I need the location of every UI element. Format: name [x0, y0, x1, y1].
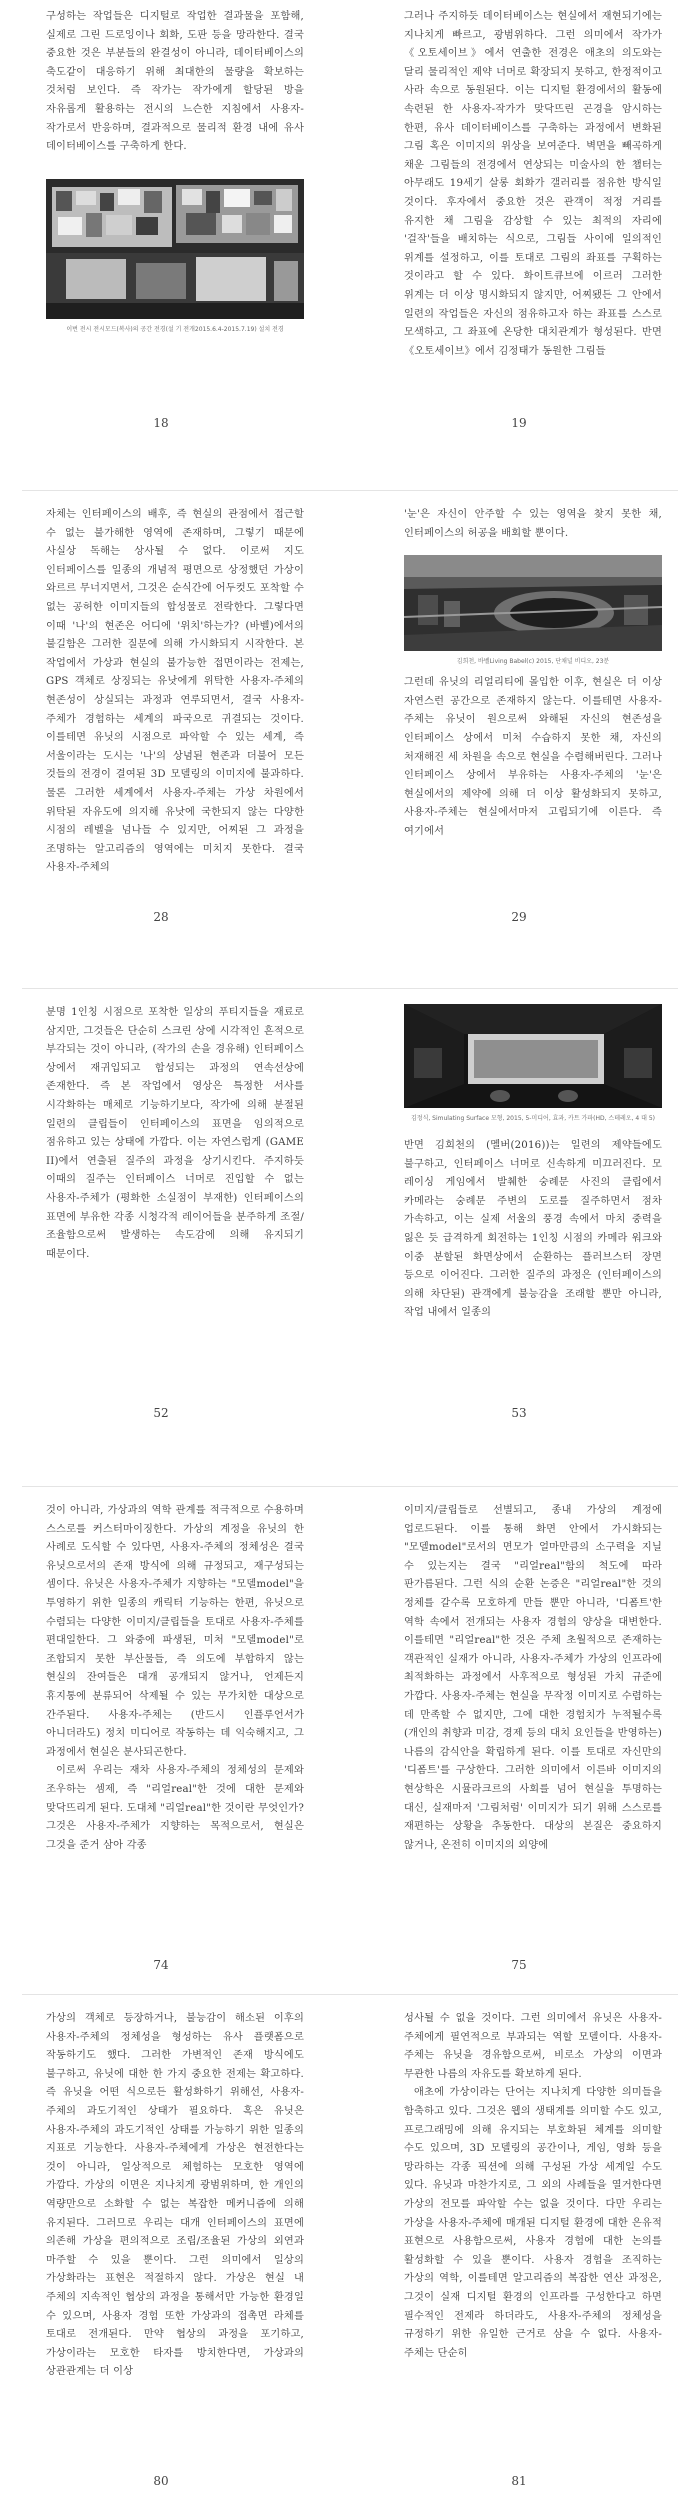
installation-caption: 김정식, Simulating Surface 모형, 2015, 5-미디어, 효과, 카트 가파(HD, 스테레오, 4 대 5) — [410, 1115, 656, 1122]
page-number-29: 29 — [511, 910, 527, 924]
render-caption: 김희천, 바벨Living Babel(c) 2015, 단채널 비디오, 23분 — [456, 658, 610, 666]
spread-3 — [0, 996, 700, 1486]
page-29-paragraph-2: 그런데 유닛의 리얼리티에 몰입한 이후, 현실은 더 이상 자연스런 공간으로 존재하지 않는다. 이를테면 사용자-주체는 유닛이 원으로써 와해된 자신의 현존성을 인터페이스 상에서 미처 수습하지 못한 채, 자신의 처재해진 세 차원을 속으로 현실을 수렴해버린다. 그러나 인터페이스 상에서 부유하는 사용자-주체의 '눈'은 현실에서의 제약에 의해 더 이상 활성화되지 못하고, 사용자-주체는 현실에서마저 고립되기에 이른다. 즉 여기에서 — [404, 677, 662, 837]
page-18-paragraph: 구성하는 작업들은 디지털로 작업한 결과물을 포함해, 실제로 그린 드로잉이나 회화, 도판 등을 망라한다. 결국 중요한 것은 부분들의 완결성이 아니라, 데이터베이스의 축도같이 대응하기 위해 최대한의 물량을 확보하는 것처럼 보인다. 즉 작가는 작가에게 할당된 방을 자유롭게 활용하는 전시의 느슨한 지침에서 사용자-작가로서 반응하며, 결과적으로 물리적 환경 내에 유사 데이터베이스를 구축하게 한다. — [46, 11, 304, 153]
page-74 — [46, 1502, 304, 1855]
page-80-body — [46, 2010, 304, 2382]
page-74-body — [46, 1502, 304, 1855]
page-75 — [404, 1502, 662, 1855]
page-53-paragraph: 반면 김희천의 (멜버(2016))는 일련의 제약들에도 불구하고, 인터페이스 너머로 신속하게 미끄러진다. 모 레이싱 게임에서 발췌한 숭례문 사진의 클립에서 카메라는 숭례문 주변의 도로를 질주하면서 점차 가속하고, 이는 실제 서울의 풍경 속에서 마치 중력을 잃은 듯 급격하게 회전하는 1인칭 시점의 카메라 워크와 이중 분할된 화면상에서 순환하는 플러브스터 장면 등으로 이어진다. 그러한 질주의 과정은 (인터페이스의 의해 차단된) 관객에게 불능감을 조래할 뿐만 아니라, 작업 내에서 일종의 — [404, 1140, 662, 1319]
page-number-53: 53 — [511, 1406, 527, 1420]
aerial-city-render — [404, 555, 662, 651]
page-81-body — [404, 2010, 662, 2363]
page-29-paragraph-1: '눈'은 자신이 안주할 수 있는 영역을 찾지 못한 채, 인터페이스의 허공을 배회할 뿐이다. — [404, 509, 662, 539]
page-81-paragraph-1: 성사될 수 없을 것이다. 그런 의미에서 유닛은 사용자-주체에게 필연적으로 부과되는 역할 모델이다. 사용자-주체는 유닛을 경유함으로써, 비로소 가상의 이면과 무관한 나름의 자유도를 확보하게 된다. — [404, 2013, 662, 2080]
page-number-80: 80 — [153, 2474, 169, 2488]
page-81 — [404, 2010, 662, 2363]
spread-5 — [0, 2002, 700, 2499]
spread-2 — [0, 498, 700, 988]
spread-1 — [0, 0, 700, 490]
spread-4 — [0, 1494, 700, 1994]
page-53-body — [404, 1137, 662, 1323]
page-number-28: 28 — [153, 910, 169, 924]
spread-divider — [22, 490, 678, 491]
photo-caption: 이번 전시 전시모드(복사)의 공간 전경(설 기 전개2015.6.4-2015.7.19) 설치 전경 — [66, 325, 284, 333]
page-52 — [46, 1004, 304, 1264]
spread-divider — [22, 988, 678, 989]
page-18-body — [46, 8, 304, 157]
installation-photo — [404, 1004, 662, 1108]
page-28-body — [46, 506, 304, 878]
page-number-19: 19 — [511, 416, 527, 430]
page-18 — [46, 8, 304, 334]
page-number-81: 81 — [511, 2474, 527, 2488]
page-number-18: 18 — [153, 416, 169, 430]
exhibition-photo — [46, 179, 304, 319]
page-75-paragraph: 이미지/클립들로 선별되고, 종내 가상의 계정에 업로드된다. 이를 통해 화면 안에서 가시화되는 "모델model"로서의 면모가 얼마만큼의 소구력을 지닐 수 있는지는 결국 "리얼real"함의 척도에 따라 판가름된다. 그런 식의 순환 논증은 "리얼real"한 것의 정체를 갈수록 모호하게 만들 뿐만 아니라, '디폼트'한 역학 속에서 전개되는 사용자 경험의 양상을 대변한다. 이를테면 "리얼real"한 것은 주체 초월적으로 존재하는 객관적인 실재가 아니라, 사용자-주체가 가상의 인프라에 최적화하는 과정에서 사후적으로 형성된 가치 규준에 가깝다. 사용자-주체는 현실을 무작정 이미지로 수렴하는 데 만족할 수 없지만, 그에 대한 경험치가 누적될수록 (개인의 취향과 미감, 경제 등의 대치 요인들을 반영하는) 나름의 감식안을 확립하게 된다. 이를 토대로 자신만의 '디폼트'를 구상한다. 그러한 의미에서 이른바 이미지의 현상학은 시뮬라크르의 사회를 넘어 현실을 투명하는 대신, 실재마저 '그림처럼' 이미지가 되기 위해 스스로를 재편하는 상황을 추동한다. 대상의 본질은 중요하지 않거나, 온전히 이미지의 외양에 — [404, 1505, 662, 1851]
page-28 — [46, 506, 304, 878]
page-19-paragraph: 그러나 주지하듯 데이터베이스는 현실에서 재현되기에는 지나치게 빠르고, 광범위하다. 그런 의미에서 작가가 《오토세이브》에서 연출한 전경은 애초의 의도와는 달리 물리적인 제약 너머로 확장되지 못하고, 한정적이고 사라 속으로 동원된다. 이는 디지털 환경에서의 활동에 속련된 한 사용자-작가가 맞닥뜨린 곤경을 암시하는 한편, 유사 데이터베이스를 구축하는 과정에서 변화된 그림 혹은 이미지의 위상을 보여준다. 벽면을 빼곡하게 채운 그림들의 전경에서 연상되는 미술사의 한 챕터는 아무래도 19세기 살롱 회화가 갤러리를 점유한 방식일 것이다. 후자에서 중요한 것은 관객이 적정 거리를 유지한 채 그림을 감상할 수 있는 최적의 자리에 '걸작'들을 배치하는 식으로, 그림들 사이에 일의적인 위계를 설정하고, 이를 토대로 그림의 좌표를 구획하는 것이라고 할 수 있다. 화이트큐브에 이르러 그러한 위계는 더 이상 명시화되지 않지만, 어찌됐든 그 안에서 일련의 작업들은 자신의 점유하고자 하는 좌표를 스스로 모색하고, 그 좌표에 온당한 대치관계가 형성된다. 반면 《오토세이브》에서 김정태가 동원한 그림들 — [404, 11, 662, 357]
page-19-body — [404, 8, 662, 361]
page-number-75: 75 — [511, 1958, 527, 1972]
page-74-paragraph-2: 이로써 우리는 재차 사용자-주체의 정체성의 문제와 조우하는 셈제, 즉 "리얼real"한 것에 대한 문제와 맞닥뜨리게 된다. 도대체 "리얼real"한 것이란 무엇인가? 그것은 사용자-주체가 지향하는 목적으로서, 현실은 그것을 준거 삼아 각종 — [46, 1765, 304, 1851]
spread-divider — [22, 1994, 678, 1995]
page-74-paragraph-1: 것이 아니라, 가상과의 역학 관계를 적극적으로 수용하며 스스로를 커스터마이징한다. 가상의 계정을 유닛의 한 사례로 도식할 수 있다면, 사용자-주체의 정체성은 결국 유닛으로서의 존재 방식에 의해 규정되고, 재구성되는 셈이다. 유닛은 사용자-주체가 지향하는 "모델model"을 투영하기 위한 일종의 캐릭터 기능하는 한편, 유닛으로 수렴되는 다양한 이미지/클립들을 토대로 사용자-주체를 편대일한다. 그 와중에 파생된, 미처 "모델model"로 조합되지 못한 부산물들, 즉 의도에 부합하지 않는 현실의 잔여들은 대개 공개되지 않거나, 언제든지 휴지통에 분류되어 삭제될 수 있는 무가치한 대상으로 간주된다. 사용자-주체는 (반드시 인플루언서가 아니더라도) 정치 미디어로 작동하는 데 익숙해지고, 그 과정에서 현실은 분사되곤한다. — [46, 1505, 304, 1758]
page-29 — [404, 506, 662, 842]
page-28-paragraph: 자체는 인터페이스의 배후, 즉 현실의 관점에서 접근할 수 없는 불가해한 영역에 존재하며, 그렇기 때문에 사실상 독해는 상사될 수 없다. 이로써 지도 인터페이스를 일종의 개념적 평면으로 상정했던 가상이 와르르 무너지면서, 그것은 순식간에 어두컷도 포착할 수 없는 공허한 이미지들의 합성물로 전락한다. 그렇다면 이때 '나'의 현존은 어디에 '위치'하는가? (바벨)에서의 불길함은 그러한 질문에 의해 가시화되지 시작한다. 본 작업에서 가상과 현실의 불가능한 접면이라는 전제는, GPS 객체로 상징되는 유낫에게 위탁한 사용자-주체의 현존성이 상실되는 과정과 연루되면서, 결국 사용자-주체가 경험하는 세계의 파국으로 귀결되는 것이다. 이를테면 유닛의 시점으로 파악할 수 있는 세계, 즉 서울이라는 도시는 '나'의 상념된 현존과 더불어 모든 것들의 전경이 결여된 3D 모델링의 이미지에 불과하다. 물론 그러한 세계에서 사용자-주체는 가상 차원에서 위탁된 자유도에 의지해 유낫에 국한되지 않는 다양한 시점의 레벨을 넘나들 수 있지만, 어찌된 그 과정을 조명하는 알고리즘의 영역에는 미치지 못한다. 결국 사용자-주체의 — [46, 509, 304, 874]
page-19 — [404, 8, 662, 361]
spread-divider — [22, 1486, 678, 1487]
page-80 — [46, 2010, 304, 2382]
page-52-paragraph: 분명 1인칭 시점으로 포착한 일상의 푸티지들을 재료로 삼지만, 그것들은 단순히 스크린 상에 시각적인 흔적으로 부각되는 것이 아니라, (작가의 손을 경유해) 인터페이스 상에서 재귀입되고 합성되는 과정의 연속선상에 존재한다. 즉 본 작업에서 영상은 특정한 서사를 시각화하는 매체로 기능하기보다, 작가에 의해 분절된 일련의 클립들이 인터페이스의 표면을 임의적으로 점유하고 있는 상태에 가깝다. 이는 자연스럽게 (GAME II)에서 연출된 질주의 과정을 상기시킨다. 주지하듯 이때의 질주는 인터페이스 너머로 진입할 수 없는 사용자-주체가 (평화한 소실점이 부재한) 인터페이스의 표면에 부유한 각종 시청각적 레이어들을 분주하게 조절/조율함으로써 발생하는 속도감에 의해 유지되기 때문이다. — [46, 1007, 304, 1260]
page-29-body-top — [404, 506, 662, 543]
page-53 — [404, 1004, 662, 1323]
page-81-paragraph-2: 애초에 가상이라는 단어는 지나치게 다양한 의미들을 함축하고 있다. 그것은 웹의 생태계를 의미할 수도 있고, 프로그래밍에 의해 유지되는 부호화된 체계를 의미할 수도 있으며, 3D 모델링의 공간이나, 게임, 영화 등을 망라하는 각종 픽션에 의해 구성된 가상 세계일 수도 있다. 유닛과 마찬가지로, 그 외의 사례들을 열거한다면 가상의 전모를 파악할 수는 없을 것이다. 다만 우리는 가상을 사용자-주체에 매개된 디지털 환경에 대한 은유적 표현으로 사용함으로써, 사용자 경험에 대한 논의를 활성화할 수 있을 뿐이다. 사용자 경험을 조직하는 가상의 역학, 이를테면 알고리즘의 복잡한 연산 과정은, 그것이 실재 디지털 환경의 인프라를 구성한다고 하면 필수적인 전제라 하더라도, 사용자-주체의 정체성을 규정하기 위한 유일한 근거로 삼을 수 없다. 사용자-주체는 단순히 — [404, 2087, 662, 2359]
page-52-body — [46, 1004, 304, 1264]
page-75-body — [404, 1502, 662, 1855]
page-number-52: 52 — [153, 1406, 169, 1420]
page-29-body-bottom — [404, 674, 662, 841]
page-number-74: 74 — [153, 1958, 169, 1972]
page-80-paragraph: 가상의 객체로 등장하거나, 불능감이 해소된 이후의 사용자-주체의 정체성을 형성하는 유사 플랫폼으로 작동하기도 했다. 그러한 가변적인 존재 방식에도 불구하고, 유닛에 대한 한 가지 중요한 전제는 확고하다. 즉 유닛을 어떤 식으로든 활성화하기 위해선, 사용자-주체의 과도기적인 상태가 필요하다. 혹은 유닛은 사용자-주체의 과도기적인 상태를 가능하기 위한 일종의 지표로 기능한다. 사용자-주체에게 가상은 현전한다는 것이 아니라, 일상적으로 체험하는 모호한 영역에 가깝다. 가상의 이면은 지나치게 광범위하며, 한 개인의 역량만으로 소화할 수 없는 복잡한 메커니즘에 의해 유지된다. 그러므로 우리는 대개 인터페이스의 표면에 의존해 가상을 편의적으로 조립/조율된 가상의 외연과 마주할 수 있을 뿐이다. 그런 의미에서 일상의 가상화라는 표현은 적절하지 않다. 가상은 현실 내 주체의 지속적인 협상의 과정을 통해서만 가능한 환경일 수 있으며, 사용자 경험 또한 가상과의 접촉면 라체를 토대로 전개된다. 만약 협상의 과정을 포기하고, 가상이라는 모호한 타자를 방치한다면, 가상과의 상관관계는 더 이상 — [46, 2013, 304, 2378]
